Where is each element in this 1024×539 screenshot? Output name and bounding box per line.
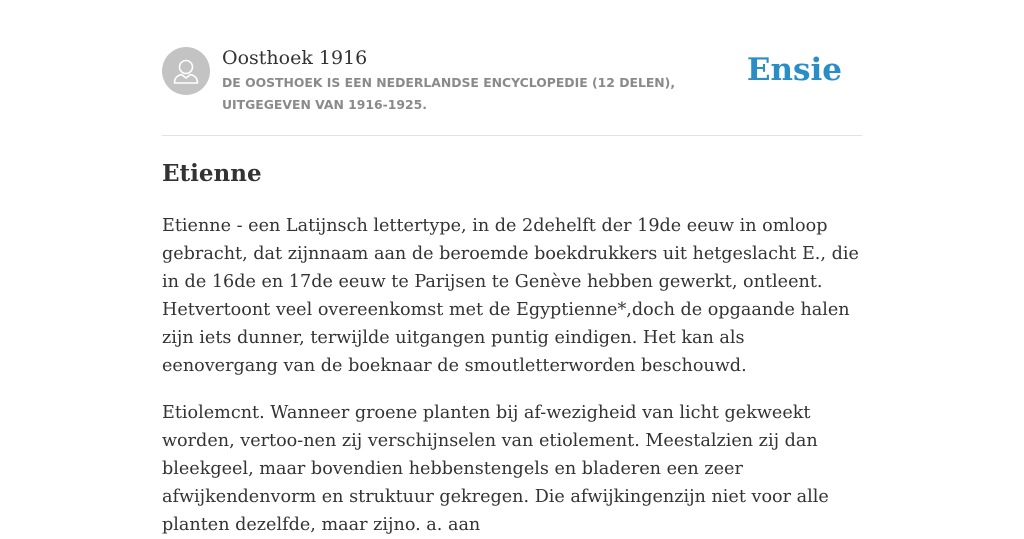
avatar[interactable]	[162, 47, 210, 95]
source-title[interactable]: Oosthoek 1916	[222, 47, 368, 69]
source-header	[162, 0, 862, 136]
user-icon	[162, 47, 210, 95]
source-description: DE OOSTHOEK IS EEN NEDERLANDSE ENCYCLOPEDIE (12 DELEN), UITGEGEVEN VAN 1916-1925.	[222, 75, 676, 112]
page	[162, 0, 862, 535]
article-title: Etienne	[162, 160, 262, 187]
article-paragraph-1: Etienne - een Latijnsch lettertype, in de 2dehelft der 19de eeuw in omloop gebracht, dat zijnnaam aan de beroemde boekdrukkers uit hetgeslacht E., die in de 16de en 17de eeuw te Parijsen te Genève hebben gewerkt, ontleent. Hetvertoont veel overeenkomst met de Egyptienne*,doch de opgaande halen zijn iets dunner, terwijlde uitgangen puntig eindigen. Het kan als eenovergang van de boeknaar de smoutletterworden beschouwd.	[162, 216, 859, 376]
article-paragraph-2: Etiolemcnt. Wanneer groene planten bij af-wezigheid van licht gekweekt worden, vertoo-nen zij verschijnselen van etiolement. Meestalzien zij dan bleekgeel, maar bovendien hebbenstengels en bladeren een zeer afwijkendenvorm en struktuur gekregen. Die afwijkingenzijn niet voor alle planten dezelfde, maar zijno. a. aan	[162, 403, 829, 535]
brand-logo[interactable]: Ensie	[746, 52, 842, 88]
